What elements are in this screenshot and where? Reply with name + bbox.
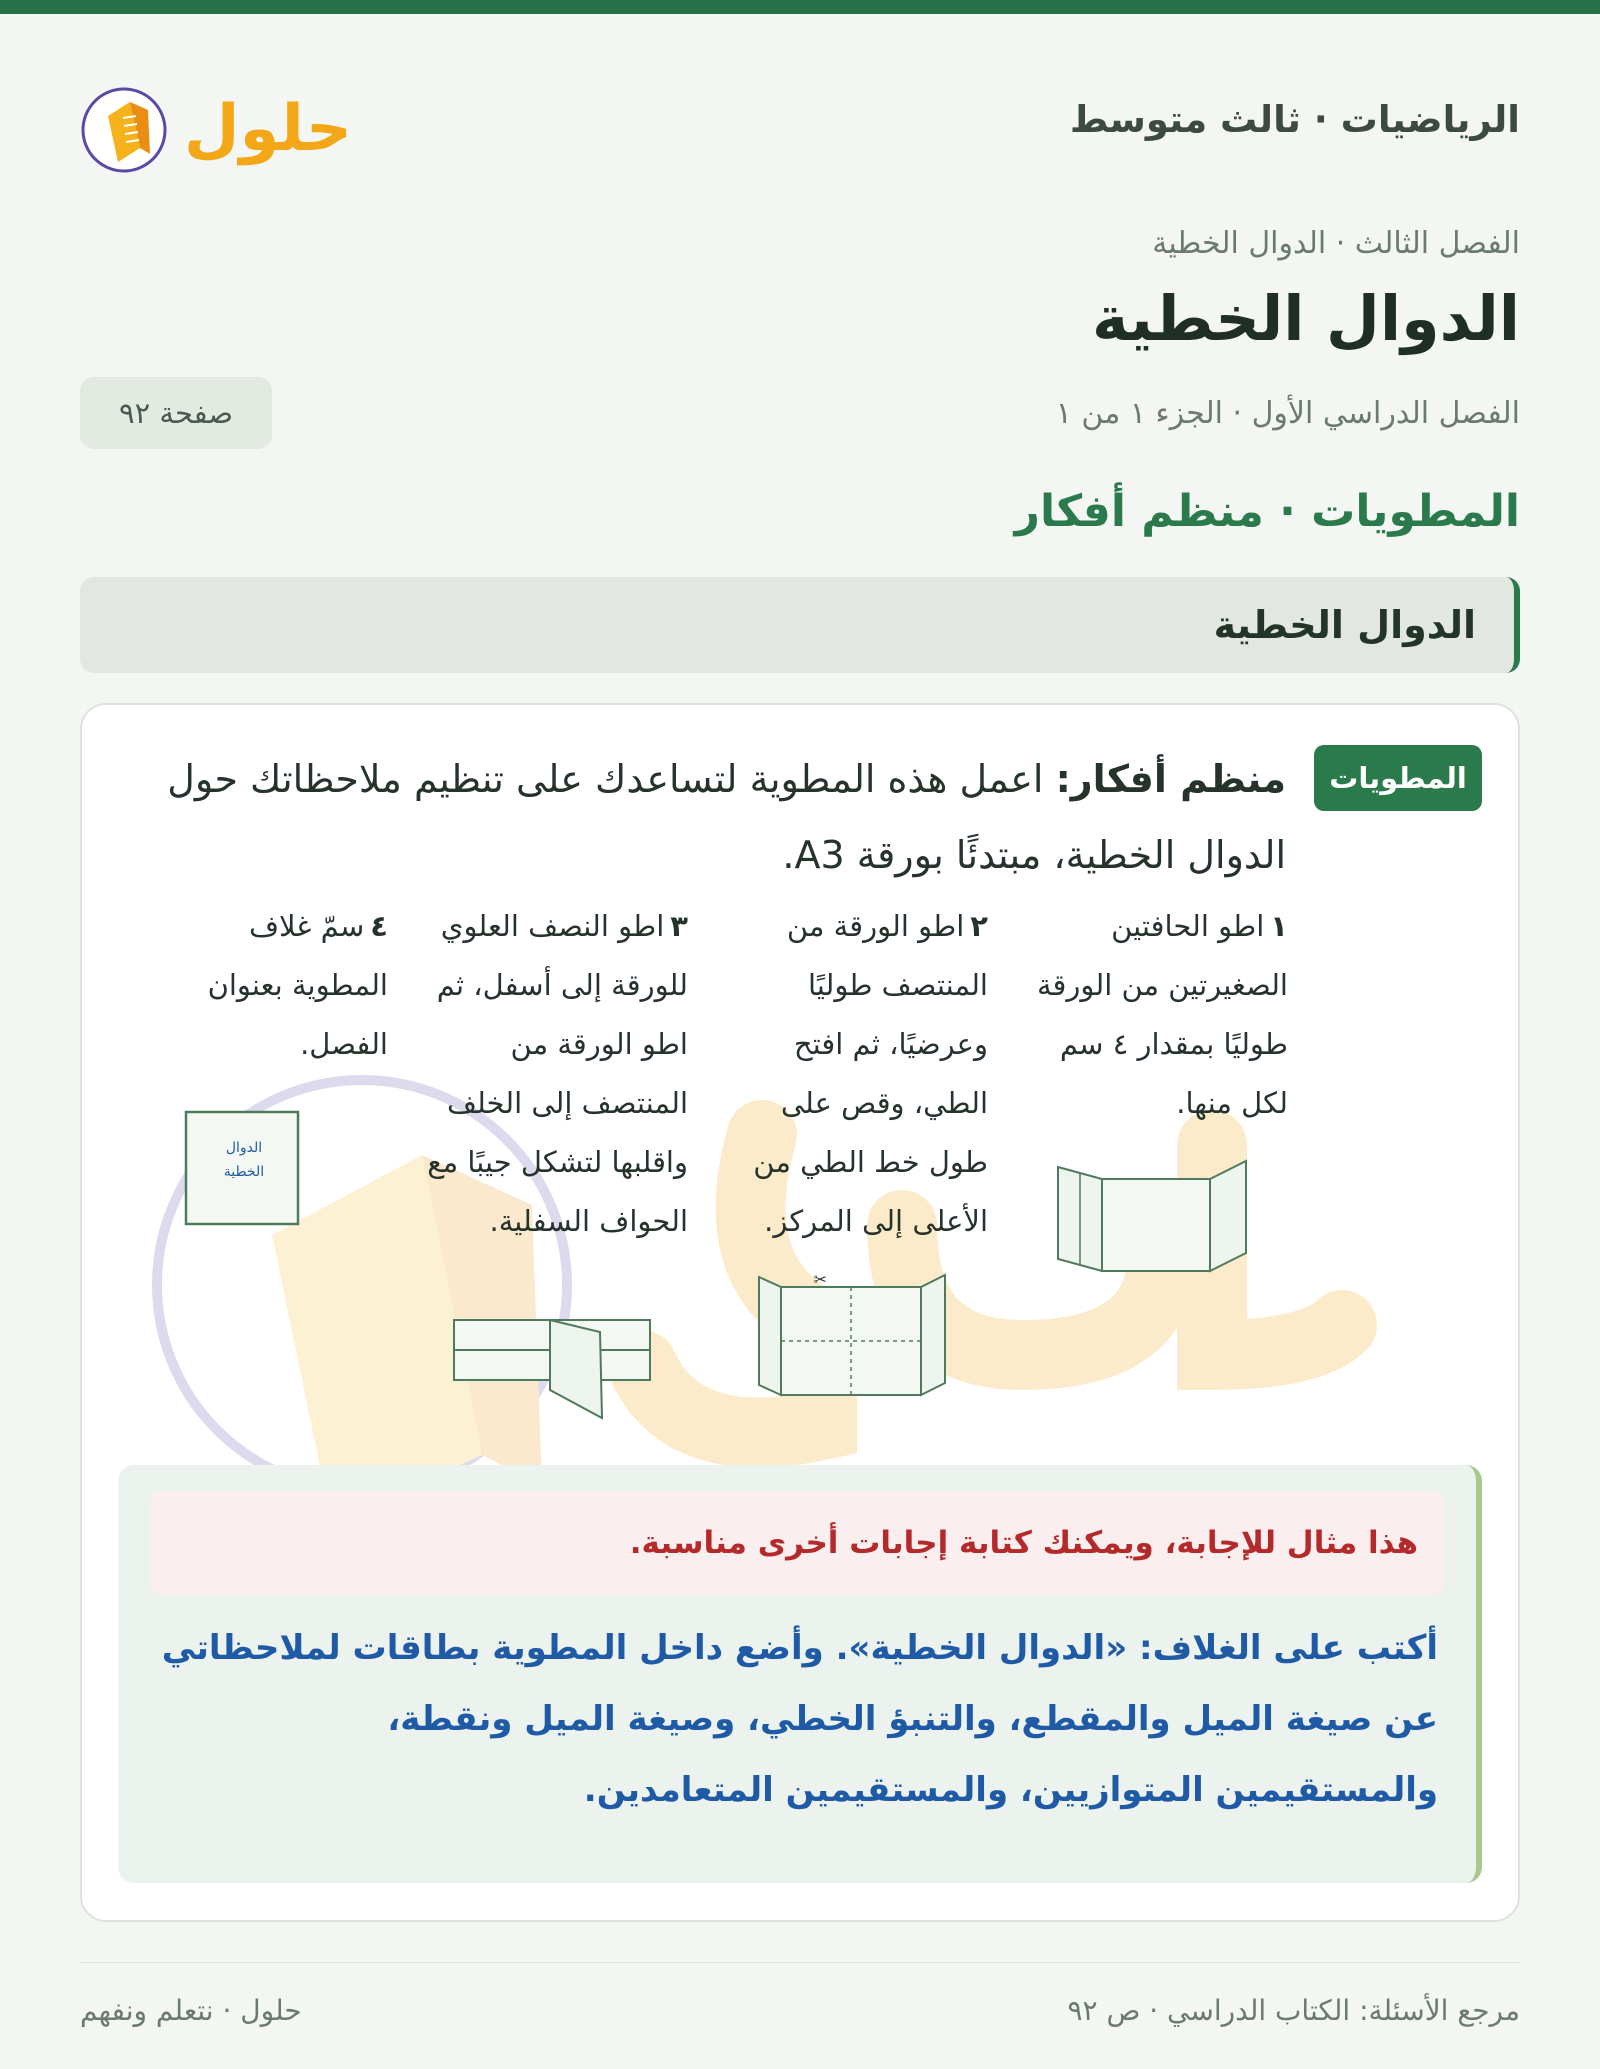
lesson-title: الدوال الخطية	[1213, 603, 1476, 647]
step-text: اطو النصف العلوي للورقة إلى أسفل، ثم اطو الورقة من المنتصف إلى الخلف واقلبها لتشكل جيبًا مع الحواف السفلية.	[427, 909, 688, 1238]
step-3	[426, 897, 688, 1251]
footer-brand[interactable]: حلول · نتعلم ونفهم	[80, 1994, 302, 2027]
pocket-fold-illustration	[450, 1290, 660, 1420]
hulul-logo[interactable]	[78, 58, 358, 178]
top-accent-bar	[0, 0, 1600, 14]
step-number: ٣	[670, 909, 688, 943]
breadcrumb[interactable]: الفصل الثالث · الدوال الخطية	[1152, 226, 1520, 261]
footer-divider	[80, 1962, 1520, 1963]
footer-reference: مرجع الأسئلة: الكتاب الدراسي · ص ٩٢	[1067, 1994, 1520, 2027]
cover-label-line-2: الخطية	[223, 1164, 265, 1180]
step-number: ٢	[970, 909, 988, 943]
step-1	[1026, 897, 1288, 1133]
intro-bold-label: منظم أفكار:	[1055, 757, 1286, 801]
step-2	[726, 897, 988, 1251]
intro-body: اعمل هذه المطوية لتساعدك على تنظيم ملاحظاتك حول الدوال الخطية، مبتدئًا بورقة A3.	[167, 757, 1286, 877]
step-text: سمّ غلاف المطوية بعنوان الفصل.	[207, 909, 388, 1061]
answer-box	[118, 1465, 1482, 1883]
section-title: المطويات · منظم أفكار	[1014, 486, 1520, 537]
subject-label: الرياضيات · ثالث متوسط	[1069, 98, 1520, 141]
fold-edges-illustration	[1050, 1153, 1250, 1283]
answer-note: هذا مثال للإجابة، ويمكنك كتابة إجابات أخرى مناسبة.	[150, 1491, 1444, 1595]
step-text: اطو الحافتين الصغيرتين من الورقة طوليًا بمقدار ٤ سم لكل منها.	[1036, 909, 1288, 1120]
step-number: ١	[1270, 909, 1288, 943]
page-title: الدوال الخطية	[1091, 282, 1520, 355]
page-number-badge: صفحة ٩٢	[80, 377, 272, 449]
step-4	[188, 897, 388, 1074]
answer-text: أكتب على الغلاف: «الدوال الخطية». وأضع داخل المطوية بطاقات لملاحظاتي عن صيغة الميل والمقطع، والتنبؤ الخطي، وصيغة الميل ونقطة، والمستقيمين المتوازيين، والمستقيمين المتعامدين.	[161, 1628, 1438, 1810]
cut-fold-illustration	[753, 1265, 953, 1405]
step-number: ٤	[370, 909, 388, 943]
cover-label-illustration	[182, 1108, 308, 1230]
scissors-icon: ✂	[813, 1270, 827, 1289]
cover-label-line-1: الدوال	[225, 1140, 263, 1156]
foldables-badge: المطويات	[1314, 745, 1482, 811]
logo-text: حلول	[184, 92, 352, 166]
semester-info: الفصل الدراسي الأول · الجزء ١ من ١	[1055, 396, 1520, 431]
step-text: اطو الورقة من المنتصف طوليًا وعرضيًا، ثم افتح الطي، وقص على طول خط الطي من الأعلى إلى المركز.	[753, 909, 988, 1238]
lesson-bar	[80, 577, 1520, 673]
intro-text	[136, 741, 1286, 893]
